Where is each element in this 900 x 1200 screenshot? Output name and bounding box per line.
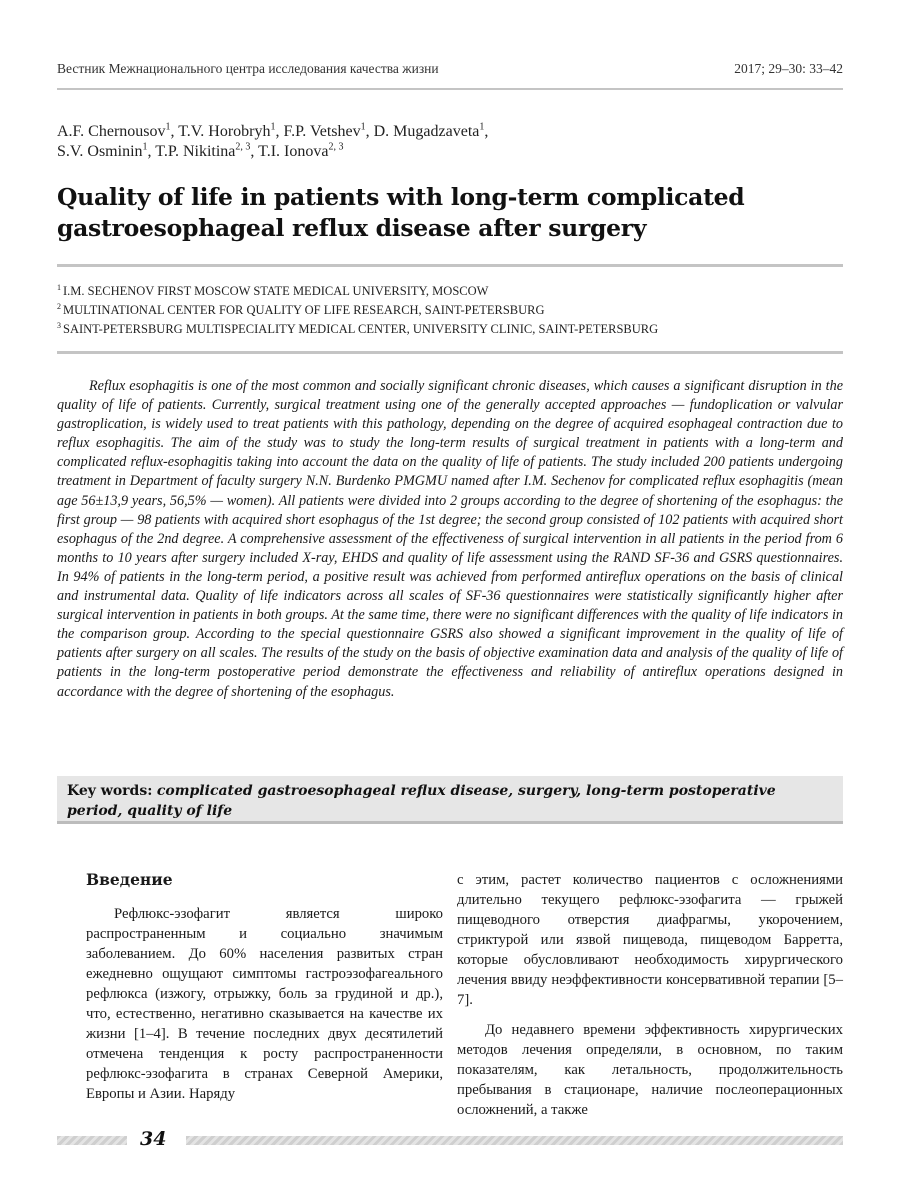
affiliation: $^2$ MULTINATIONAL CENTER FOR QUALITY OF LIFE RESEARCH, SAINT-PETERSBURG (57, 301, 545, 317)
author: T.I. Ionova$^{2, 3}$ (258, 141, 344, 160)
author: T.V. Horobryh$^1$, (178, 121, 284, 140)
affiliation: $^1$ I.M. SECHENOV FIRST MOSCOW STATE MEDICAL UNIVERSITY, MOSCOW (57, 282, 489, 298)
body-column-left (86, 870, 443, 1104)
author: D. Mugadzaveta$^1$, (373, 121, 489, 140)
running-header (57, 59, 843, 83)
affiliation: $^3$ SAINT-PETERSBURG MULTISPECIALITY MEDICAL CENTER, UNIVERSITY CLINIC, SAINT-PETERSBURG (57, 320, 659, 336)
author-affiliation-mark: 1 (360, 121, 366, 133)
author-list (57, 122, 843, 162)
author-affiliation-mark: 1 (165, 121, 171, 133)
title-line: Quality of life in patients with long-term complicated (57, 183, 745, 211)
author-affiliation-mark: 2, 3 (235, 141, 251, 153)
author: T.P. Nikitina$^{2, 3}$, (155, 141, 259, 160)
author-affiliation-mark: 2, 3 (328, 141, 344, 153)
journal-name: Вестник Межнационального центра исследования качества жизни (57, 61, 439, 76)
header-rule (57, 88, 843, 90)
keywords-label: Key words: (67, 783, 153, 799)
footer-bar (186, 1136, 843, 1145)
title-line: gastroesophageal reflux disease after surgery (57, 214, 647, 242)
article-title (57, 182, 843, 244)
author: F.P. Vetshev$^1$, (283, 121, 374, 140)
footer-bar (57, 1136, 127, 1145)
author-affiliation-mark: 1 (270, 121, 276, 133)
keywords-box (57, 776, 843, 824)
author: A.F. Chernousov$^1$, (57, 121, 179, 140)
body-paragraph: Рефлюкс-эзофагит является широко распространенным и социально значимым заболеванием. До 60% населения развитых стран ежедневно ощущают симптомы гастроэзофагеального рефлюкса (изжогу, отрыжку, боль за грудиной и др.), что, естественно, негативно сказывается на качестве их жизни [1–4]. В течение последних двух десятилетий отмечена тенденция к росту распространенности рефлюкс-эзофагита в странах Северной Америки, Европы и Азии. Наряду (86, 906, 443, 1102)
section-heading: Введение (86, 870, 173, 889)
keywords-text: complicated gastroesophageal reflux disease, surgery, long-term postoperative period, quality of life (67, 783, 776, 819)
page-footer (0, 1128, 900, 1152)
citation: 2017; 29–30: 33–42 (734, 61, 843, 76)
page-number: 34 (140, 1128, 167, 1150)
author: S.V. Osminin$^1$, (57, 141, 156, 160)
author-affiliation-mark: 1 (142, 141, 148, 153)
affiliation-list (57, 282, 843, 339)
body-paragraph: с этим, растет количество пациентов с осложнениями длительно текущего рефлюкс-эзофагита — грыжей пищеводного отверстия диафрагмы, укорочением, стриктурой или язвой пищевода, пищеводом Барретта, которые обусловливают необходимость хирургического лечения ввиду неэффективности консервативной терапии [5–7]. (457, 872, 843, 1008)
author-affiliation-mark: 1 (479, 121, 485, 133)
body-column-right (457, 870, 843, 1120)
title-rule (57, 264, 843, 267)
body-paragraph: До недавнего времени эффективность хирургических методов лечения определяли, в основном, по таким показателям, как летальность, продолжительность пребывания в стационаре, наличие послеоперационных осложнений, а также (457, 1022, 843, 1118)
affiliation-rule (57, 351, 843, 354)
abstract: Reflux esophagitis is one of the most common and socially significant chronic diseases, which causes a significant disruption in the quality of life of patients. Currently, surgical treatment using one of the generally accepted approaches — fundoplication or valvular gastroplication, is widely used to treat patients with this pathology, depending on the degree of acquired esophageal contraction due to reflux esophagitis. The aim of the study was to study the long-term results of surgical treatment in patients with a long-term and complicated reflux-esophagitis taking into account the data on the quality of life of patients. The study included 200 patients undergoing treatment in Department of faculty surgery N.N. Burdenko PMGMU named after I.M. Sechenov for complicated reflux esophagitis (mean age 56±13,9 years, 56,5% — women). All patients were divided into 2 groups according to the degree of shortening of the esophagus: the first group — 98 patients with acquired short esophagus of the 1st degree; the second group consisted of 102 patients with acquired short esophagus of the 2nd degree. A comprehensive assessment of the effectiveness of surgical intervention in all patients in the period from 6 months to 10 years after surgery included X-ray, EHDS and quality of life assessment using the RAND SF-36 and GSRS questionnaires. In 94% of patients in the long-term period, a positive result was achieved from performed antireflux operations on the basis of clinical and instrumental data. Quality of life indicators across all scales of SF-36 questionnaires were statistically significantly higher after surgical intervention in patients in both groups. At the same time, there were no significant differences with the quality of life indicators in the comparison group. According to the special questionnaire GSRS also showed a significant improvement in the quality of life of patients after surgery on all scales. The results of the study on the basis of objective examination data and analysis of the quality of life of patients in the long-term postoperative period demonstrate the effectiveness and reliability of antireflux operations designed in accordance with the degree of shortening of the esophagus. (57, 378, 843, 700)
